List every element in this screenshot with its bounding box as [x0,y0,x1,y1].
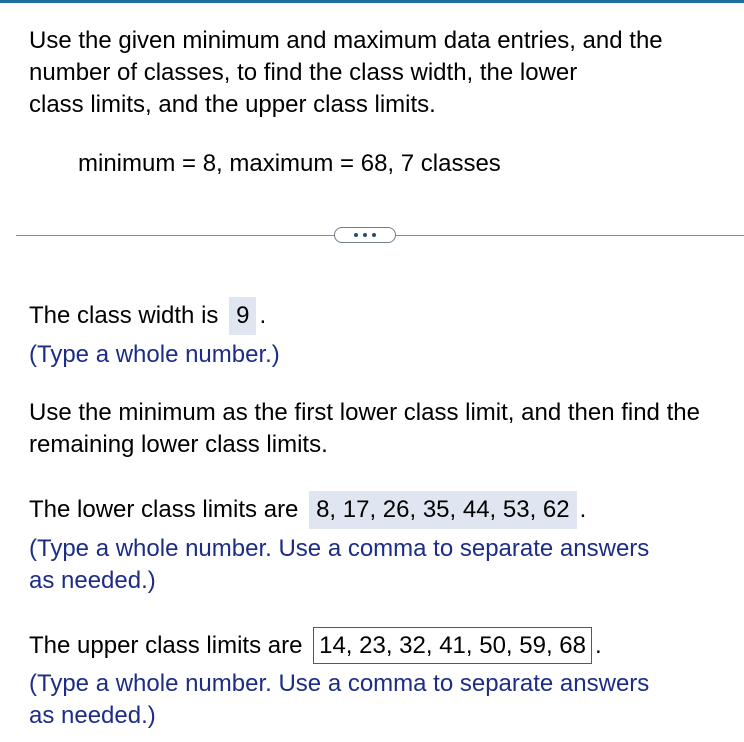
class-width-answer[interactable]: 9 [229,297,256,335]
ellipsis-icon [354,233,358,237]
top-accent-bar [0,0,744,3]
lower-limits-label: The lower class limits are [29,496,299,523]
lower-limits-period: . [579,496,587,523]
upper-limits-input[interactable]: 14, 23, 32, 41, 50, 59, 68 [313,627,592,664]
upper-limits-hint [29,668,649,732]
lower-limits-answer[interactable]: 8, 17, 26, 35, 44, 53, 62 [309,491,577,529]
question-text [29,25,729,121]
class-width-label: The class width is [29,302,219,329]
instruction-line: remaining lower class limits. [29,431,328,458]
class-width-row [29,297,266,335]
expand-solution-button[interactable] [334,227,396,243]
instruction-line: Use the minimum as the first lower class limit, and then find the [29,399,700,426]
class-width-hint [29,339,280,371]
hint-line: (Type a whole number. Use a comma to separate answers [29,670,650,697]
class-width-period: . [259,302,267,329]
hint-line: as needed.) [29,702,156,729]
ellipsis-icon [363,233,367,237]
hint-line: as needed.) [29,567,156,594]
upper-limits-period: . [595,632,602,659]
upper-limits-row [29,627,602,664]
hint-line: (Type a whole number. Use a comma to separate answers [29,535,650,562]
lower-limits-hint [29,533,649,597]
hint-line: (Type a whole number.) [29,341,280,368]
given-values: minimum = 8, maximum = 68, 7 classes [78,150,501,177]
upper-limits-label: The upper class limits are [29,632,303,659]
instruction-text [29,397,744,461]
lower-limits-row [29,491,586,529]
question-line: number of classes, to find the class width, the lower [29,59,578,86]
question-line: class limits, and the upper class limits. [29,91,436,118]
ellipsis-icon [372,233,376,237]
question-line: Use the given minimum and maximum data entries, and the [29,27,663,54]
